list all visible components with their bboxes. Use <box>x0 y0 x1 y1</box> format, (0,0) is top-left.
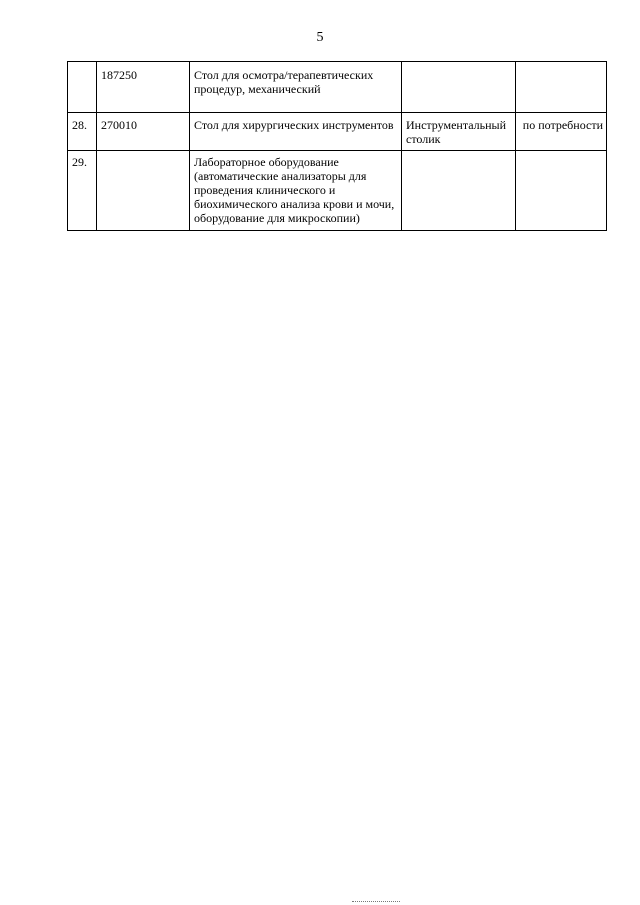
row-number-cell: 29. <box>68 151 97 231</box>
code-cell: 270010 <box>97 113 190 151</box>
quantity-cell: по потребности <box>516 113 607 151</box>
alternative-cell <box>402 62 516 113</box>
code-cell: 187250 <box>97 62 190 113</box>
alternative-cell: Инструментальный столик <box>402 113 516 151</box>
scan-edge-mark <box>352 901 400 903</box>
page-number: 5 <box>316 30 324 45</box>
table-row <box>68 113 607 151</box>
equipment-name-cell: Стол для хирургических инструментов <box>190 113 402 151</box>
row-number-cell <box>68 62 97 113</box>
table-row <box>68 62 607 113</box>
row-number-cell: 28. <box>68 113 97 151</box>
alternative-cell <box>402 151 516 231</box>
equipment-name-cell: Лабораторное оборудование (автоматические анализаторы для проведения клинического и биохимического анализа крови и мочи, оборудование для микроскопии) <box>190 151 402 231</box>
equipment-table <box>67 61 607 231</box>
quantity-cell <box>516 151 607 231</box>
table-row <box>68 151 607 231</box>
code-cell <box>97 151 190 231</box>
quantity-cell <box>516 62 607 113</box>
equipment-name-cell: Стол для осмотра/терапевтических процедур, механический <box>190 62 402 113</box>
